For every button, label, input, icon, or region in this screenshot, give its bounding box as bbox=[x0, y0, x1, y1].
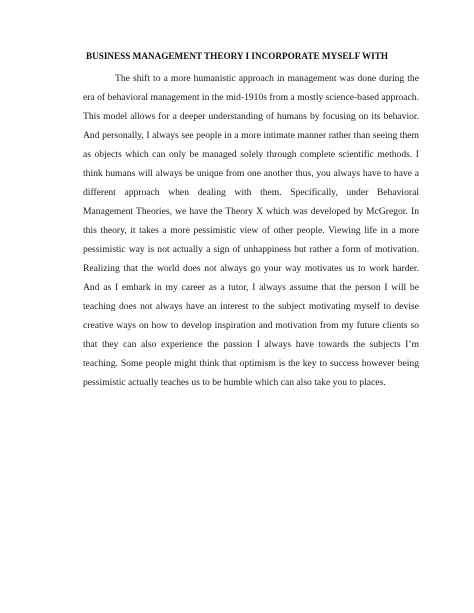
document-title: BUSINESS MANAGEMENT THEORY I INCORPORATE MYSELF WITH bbox=[85, 51, 389, 61]
body-paragraph: The shift to a more humanistic approach in management was done during the era of behavioral management in the mid-1910s from a mostly science-based approach. This model allows for a deeper understanding of humans by focusing on its behavior. And personally, I always see people in a more intimate manner rather than seeing them as objects which can only be managed solely through complete scientific methods. I think humans will always be unique from one another thus, you always have to have a different approach when dealing with them. Specifically, under Behavioral Management Theories, we have the Theory X which was developed by McGregor. In this theory, it takes a more pessimistic view of other people. Viewing life in a more pessimistic way is not actually a sign of unhappiness but rather a form of motivation. Realizing that the world does not always go your way motivates us to work harder. And as I embark in my career as a tutor, I always assume that the person I will be teaching does not always have an interest to the subject motivating myself to devise creative ways on how to develop inspiration and motivation from my future clients so that they can also experience the passion I always have towards the subjects I’m teaching. Some people might think that optimism is the key to success however being pessimistic actually teaches us to be humble which can also take you to places. bbox=[83, 73, 419, 388]
